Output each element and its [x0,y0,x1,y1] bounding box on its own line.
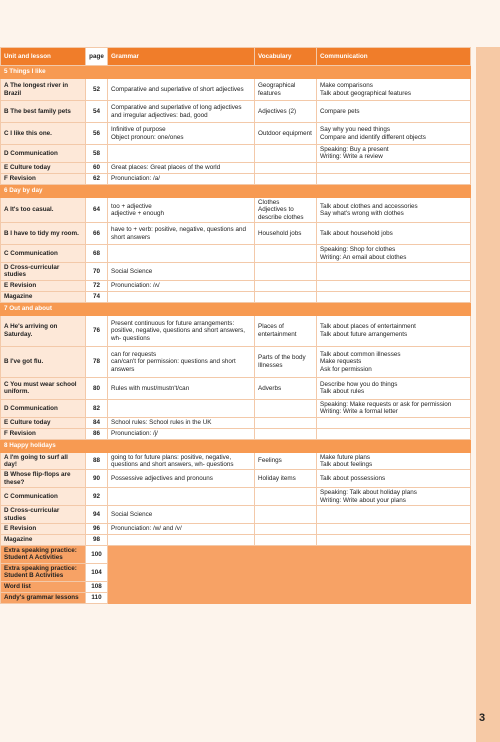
page-number: 3 [479,712,486,724]
vocabulary-cell [255,173,317,184]
extra-row [1,581,471,592]
grammar-cell: Pronunciation: /ʌ/ [108,280,255,291]
grammar-cell: Pronunciation: /a/ [108,173,255,184]
lesson-page: 92 [86,488,108,506]
grammar-cell [108,488,255,506]
lesson-title: B Whose flip-flops are these? [1,470,86,488]
vocabulary-cell [255,245,317,263]
communication-cell [317,280,471,291]
lesson-title: C You must wear school uniform. [1,377,86,399]
vocabulary-cell [255,524,317,535]
lesson-title: A The longest river in Brazil [1,79,86,101]
lesson-title: A I'm going to surf all day! [1,452,86,470]
communication-cell: Talk about possessions [317,470,471,488]
contents-body [1,66,471,604]
table-header-row [1,48,471,66]
contents-table [0,47,471,604]
grammar-cell: Comparative and superlative of short adjectives [108,79,255,101]
lesson-page: 54 [86,101,108,123]
communication-cell: Speaking: Buy a present Writing: Write a review [317,145,471,163]
communication-cell: Talk about places of entertainment Talk about future arrangements [317,315,471,346]
lesson-page: 86 [86,428,108,439]
lesson-title: E Revision [1,280,86,291]
communication-cell: Compare pets [317,101,471,123]
vocabulary-cell [255,488,317,506]
vocabulary-cell [255,417,317,428]
grammar-cell [108,291,255,302]
lesson-row [1,79,471,101]
lesson-row [1,123,471,145]
lesson-row [1,488,471,506]
lesson-row [1,262,471,280]
communication-cell: Speaking: Shop for clothes Writing: An email about clothes [317,245,471,263]
lesson-title: A He's arriving on Saturday. [1,315,86,346]
lesson-row [1,535,471,546]
extra-title: Extra speaking practice: Student B Activities [1,563,86,581]
lesson-page: 82 [86,399,108,417]
lesson-row [1,428,471,439]
unit-title-row [1,302,471,315]
extra-page: 108 [86,581,108,592]
lesson-page: 66 [86,223,108,245]
lesson-row [1,452,471,470]
grammar-cell: Rules with must/mustn't/can [108,377,255,399]
extra-title: Word list [1,581,86,592]
extra-blank [108,546,471,564]
extra-page: 110 [86,592,108,603]
communication-cell: Make comparisons Talk about geographical features [317,79,471,101]
communication-cell: Talk about clothes and accessories Say what's wrong with clothes [317,197,471,222]
unit-title: 8 Happy holidays [1,439,471,452]
unit-title-row [1,66,471,79]
grammar-cell: Present continuous for future arrangements: positive, negative, questions and short answers, wh- questions [108,315,255,346]
lesson-page: 70 [86,262,108,280]
vocabulary-cell [255,399,317,417]
decorative-side-band [476,47,500,742]
grammar-cell [108,399,255,417]
extra-row [1,592,471,603]
extra-row [1,546,471,564]
lesson-row [1,280,471,291]
lesson-page: 90 [86,470,108,488]
lesson-title: B I've got flu. [1,346,86,377]
lesson-title: C Communication [1,488,86,506]
communication-cell: Make future plans Talk about feelings [317,452,471,470]
unit-title-row [1,184,471,197]
lesson-page: 62 [86,173,108,184]
extra-title: Andy's grammar lessons [1,592,86,603]
vocabulary-cell: Adverbs [255,377,317,399]
lesson-page: 64 [86,197,108,222]
lesson-title: E Revision [1,524,86,535]
vocabulary-cell [255,535,317,546]
grammar-cell: Social Science [108,506,255,524]
lesson-row [1,245,471,263]
lesson-row [1,197,471,222]
unit-title: 5 Things I like [1,66,471,79]
grammar-cell: Pronunciation: /j/ [108,428,255,439]
vocabulary-cell [255,428,317,439]
lesson-row [1,399,471,417]
grammar-cell: Infinitive of purpose Object pronoun: one/ones [108,123,255,145]
vocabulary-cell: Geographical features [255,79,317,101]
unit-title-row [1,439,471,452]
grammar-cell: Social Science [108,262,255,280]
communication-cell [317,291,471,302]
vocabulary-cell: Places of entertainment [255,315,317,346]
communication-cell [317,535,471,546]
lesson-page: 68 [86,245,108,263]
lesson-title: C I like this one. [1,123,86,145]
unit-title: 7 Out and about [1,302,471,315]
vocabulary-cell: Household jobs [255,223,317,245]
communication-cell [317,162,471,173]
lesson-page: 72 [86,280,108,291]
lesson-page: 74 [86,291,108,302]
grammar-cell: going to for future plans: positive, negative, questions and short answers, wh- questions [108,452,255,470]
vocabulary-cell: Adjectives (2) [255,101,317,123]
header-grammar: Grammar [108,48,255,66]
lesson-row [1,315,471,346]
lesson-row [1,173,471,184]
extra-title: Extra speaking practice: Student A Activities [1,546,86,564]
grammar-cell: Comparative and superlative of long adjectives and irregular adjectives: bad, good [108,101,255,123]
lesson-title: C Communication [1,245,86,263]
communication-cell: Speaking: Make requests or ask for permission Writing: Write a formal letter [317,399,471,417]
vocabulary-cell: Outdoor equipment [255,123,317,145]
lesson-page: 60 [86,162,108,173]
grammar-cell: Great places: Great places of the world [108,162,255,173]
lesson-title: F Revision [1,173,86,184]
lesson-page: 96 [86,524,108,535]
communication-cell [317,417,471,428]
grammar-cell: can for requests can/can't for permission: questions and short answers [108,346,255,377]
lesson-row [1,377,471,399]
vocabulary-cell [255,162,317,173]
lesson-title: Magazine [1,535,86,546]
extra-row [1,563,471,581]
vocabulary-cell: Holiday items [255,470,317,488]
extra-blank [108,592,471,603]
lesson-page: 78 [86,346,108,377]
grammar-cell: Pronunciation: /w/ and /v/ [108,524,255,535]
lesson-title: F Revision [1,428,86,439]
lesson-title: D Cross-curricular studies [1,262,86,280]
lesson-row [1,346,471,377]
vocabulary-cell [255,145,317,163]
grammar-cell: have to + verb: positive, negative, questions and short answers [108,223,255,245]
vocabulary-cell [255,291,317,302]
lesson-page: 52 [86,79,108,101]
header-unit-lesson: Unit and lesson [1,48,86,66]
lesson-page: 80 [86,377,108,399]
lesson-page: 88 [86,452,108,470]
vocabulary-cell: Parts of the body Illnesses [255,346,317,377]
communication-cell: Speaking: Talk about holiday plans Writing: Write about your plans [317,488,471,506]
communication-cell [317,173,471,184]
communication-cell: Talk about household jobs [317,223,471,245]
lesson-row [1,291,471,302]
lesson-title: D Communication [1,399,86,417]
communication-cell: Say why you need things Compare and identify different objects [317,123,471,145]
extra-blank [108,581,471,592]
grammar-cell [108,535,255,546]
communication-cell [317,262,471,280]
extra-blank [108,563,471,581]
header-communication: Communication [317,48,471,66]
header-vocabulary: Vocabulary [255,48,317,66]
communication-cell: Talk about common illnesses Make requests Ask for permission [317,346,471,377]
lesson-row [1,162,471,173]
lesson-title: E Culture today [1,417,86,428]
lesson-page: 84 [86,417,108,428]
communication-cell [317,428,471,439]
lesson-row [1,506,471,524]
vocabulary-cell: Feelings [255,452,317,470]
lesson-page: 98 [86,535,108,546]
lesson-title: E Culture today [1,162,86,173]
lesson-title: B I have to tidy my room. [1,223,86,245]
grammar-cell: Possessive adjectives and pronouns [108,470,255,488]
lesson-page: 58 [86,145,108,163]
vocabulary-cell [255,280,317,291]
lesson-page: 56 [86,123,108,145]
lesson-row [1,470,471,488]
header-page: page [86,48,108,66]
vocabulary-cell [255,506,317,524]
grammar-cell [108,245,255,263]
lesson-page: 76 [86,315,108,346]
lesson-title: D Communication [1,145,86,163]
lesson-row [1,223,471,245]
grammar-cell: too + adjective adjective + enough [108,197,255,222]
lesson-title: Magazine [1,291,86,302]
grammar-cell [108,145,255,163]
lesson-row [1,524,471,535]
lesson-title: D Cross-curricular studies [1,506,86,524]
lesson-row [1,145,471,163]
lesson-page: 94 [86,506,108,524]
extra-page: 104 [86,563,108,581]
extra-page: 100 [86,546,108,564]
grammar-cell: School rules: School rules in the UK [108,417,255,428]
communication-cell [317,506,471,524]
lesson-title: A It's too casual. [1,197,86,222]
communication-cell [317,524,471,535]
vocabulary-cell [255,262,317,280]
lesson-title: B The best family pets [1,101,86,123]
lesson-row [1,417,471,428]
vocabulary-cell: Clothes Adjectives to describe clothes [255,197,317,222]
unit-title: 6 Day by day [1,184,471,197]
communication-cell: Describe how you do things Talk about rules [317,377,471,399]
lesson-row [1,101,471,123]
